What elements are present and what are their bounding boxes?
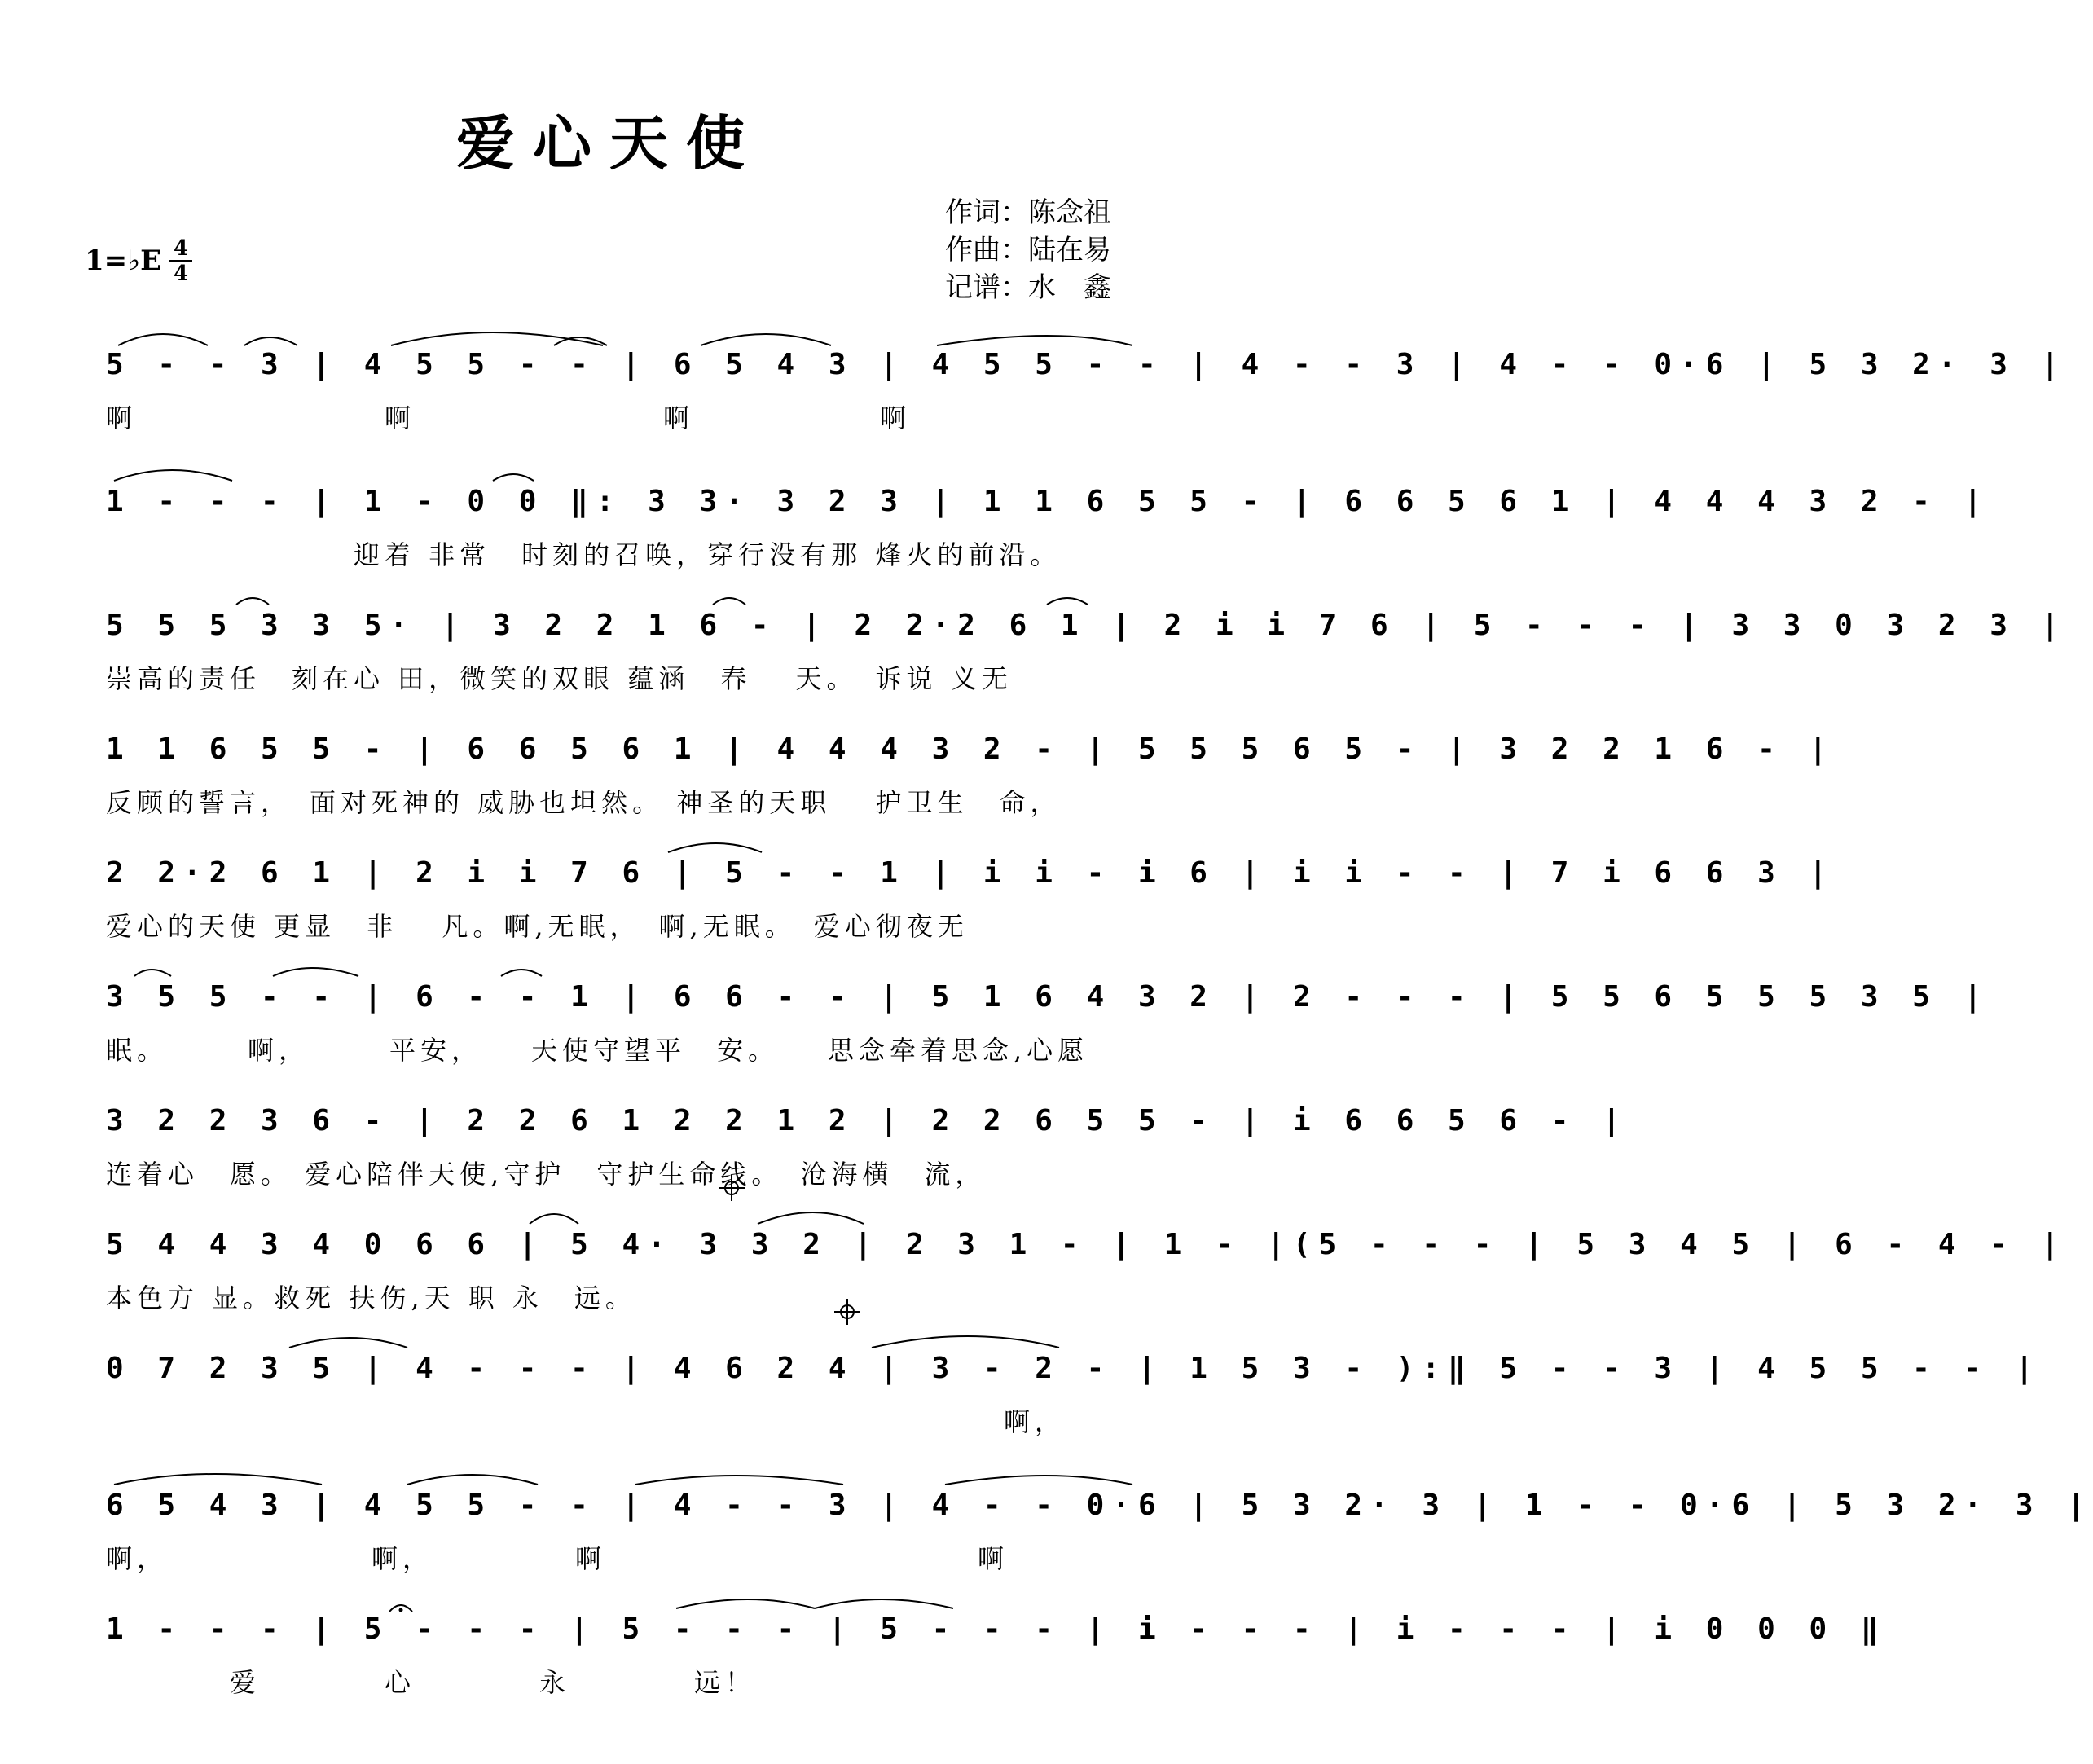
lyricist-credit: 作词：陈念祖 <box>945 196 1111 229</box>
lyrics-line: 眠。 啊， 平安， 天使守望平 安。 思念牵着思念,心愿 <box>106 1035 1089 1066</box>
credits-block <box>945 194 1206 306</box>
music-system-1 <box>106 341 2068 463</box>
music-system-5 <box>106 849 1836 971</box>
notation-line: 5 4 4 3 4 0 6 6 | 5 4· 3 3 2 | 2 3 1 - | 1 - |(5 - - - | 5 3 4 5 | 6 - 4 - | <box>106 1228 2068 1261</box>
music-system-6 <box>106 973 1990 1095</box>
music-system-9 <box>106 1344 2042 1467</box>
time-signature-top: 4 <box>173 236 189 261</box>
notation-line: 3 2 2 3 6 - | 2 2 6 1 2 2 1 2 | 2 2 6 5 5 - | i 6 6 5 6 - | <box>106 1104 1629 1137</box>
notation-line: 5 - - 3 | 4 5 5 - - | 6 5 4 3 | 4 5 5 - - | 4 - - 3 | 4 - - 0·6 | 5 3 2· 3 | <box>106 348 2068 381</box>
lyrics-line: 爱 心 永 远！ <box>106 1667 757 1698</box>
music-system-10 <box>106 1481 2093 1603</box>
music-system-2 <box>106 477 1990 600</box>
notation-line: 6 5 4 3 | 4 5 5 - - | 4 - - 3 | 4 - - 0·6 | 5 3 2· 3 | 1 - - 0·6 | 5 3 2· 3 | <box>106 1489 2093 1522</box>
song-title: 爱心天使 <box>455 108 763 178</box>
time-signature-bottom: 4 <box>173 262 189 286</box>
music-system-4 <box>106 725 1836 847</box>
lyrics-line: 啊， <box>106 1406 1066 1437</box>
lyrics-line: 反顾的誓言， 面对死神的 威胁也坦然。 神圣的天职 护卫生 命， <box>106 787 1062 818</box>
music-system-7 <box>106 1097 1629 1219</box>
notation-line: 3 5 5 - - | 6 - - 1 | 6 6 - - | 5 1 6 4 3 2 | 2 - - - | 5 5 6 5 5 5 3 5 | <box>106 980 1990 1014</box>
lyrics-line: 崇高的责任 刻在心 田，微笑的双眼 蕴涵 春 天。 诉说 义无 <box>106 663 1013 694</box>
lyrics-line: 啊 啊 啊 啊 <box>106 403 912 433</box>
lyrics-line: 爱心的天使 更显 非 凡。啊,无眠， 啊,无眠。 爱心彻夜无 <box>106 911 969 942</box>
notation-line: 5 5 5 3 3 5· | 3 2 2 1 6 - | 2 2·2 6 1 | 2 i i 7 6 | 5 - - - | 3 3 0 3 2 3 | <box>106 609 2068 642</box>
transcriber-credit: 记谱：水 鑫 <box>945 271 1111 304</box>
lyrics-line: 迎着 非常 时刻的召唤，穿行没有那 烽火的前沿。 <box>106 539 1062 570</box>
composer-credit: 作曲：陆在易 <box>945 234 1111 266</box>
key-signature: 1=♭E <box>85 244 162 277</box>
music-system-11 <box>106 1605 1887 1727</box>
lyrics-line: 啊， 啊， 啊 啊 <box>106 1543 1009 1574</box>
notation-line: 1 - - - | 5 - - - | 5 - - - | 5 - - - | i - - - | i - - - | i 0 0 0 ‖ <box>106 1612 1887 1646</box>
notation-line: 1 - - - | 1 - 0 0 ‖: 3 3· 3 2 3 | 1 1 6 5 5 - | 6 6 5 6 1 | 4 4 4 3 2 - | <box>106 485 1990 518</box>
music-system-3 <box>106 601 2068 724</box>
lyrics-line: 本色方 显。救死 扶伤,天 职 永 远。 <box>106 1282 636 1313</box>
notation-line: 1 1 6 5 5 - | 6 6 5 6 1 | 4 4 4 3 2 - | 5 5 5 6 5 - | 3 2 2 1 6 - | <box>106 732 1836 766</box>
time-signature <box>169 238 192 284</box>
notation-line: 2 2·2 6 1 | 2 i i 7 6 | 5 - - 1 | i i - i 6 | i i - - | 7 i 6 6 3 | <box>106 856 1836 890</box>
lyrics-line: 连着心 愿。 爱心陪伴天使,守护 守护生命线。 沧海横 流， <box>106 1159 987 1190</box>
music-system-8 <box>106 1221 2068 1343</box>
notation-line: 0 7 2 3 5 | 4 - - - | 4 6 2 4 | 3 - 2 - | 1 5 3 - ):‖ 5 - - 3 | 4 5 5 - - | <box>106 1352 2042 1385</box>
